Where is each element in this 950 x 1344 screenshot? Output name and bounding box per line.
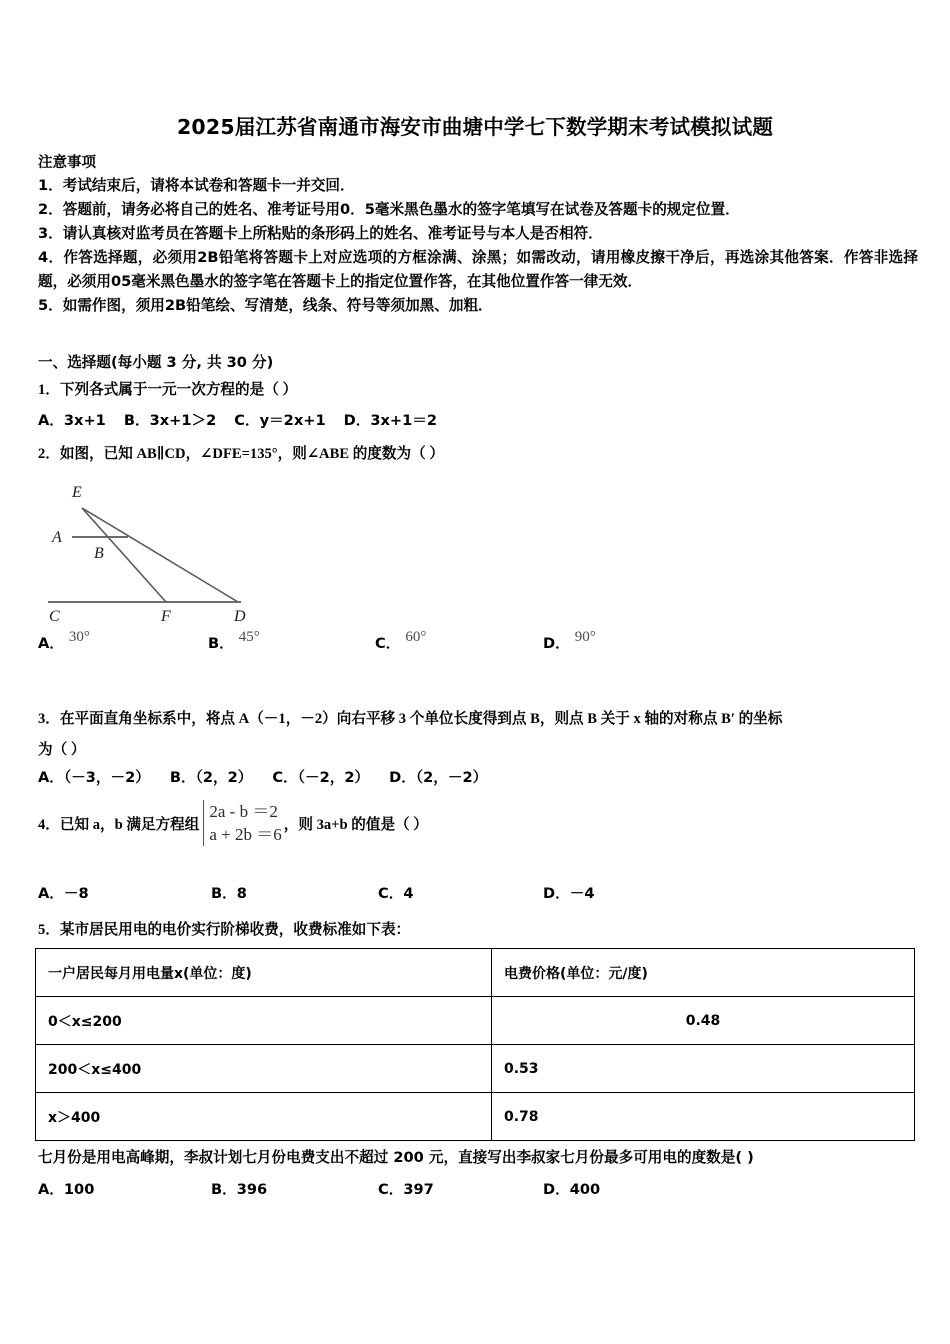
question-3-option-d[interactable]: [389, 765, 487, 790]
price-1: 0.48: [492, 997, 915, 1045]
notice-item-5: 5．如需作图，须用2B铅笔绘、写清楚，线条、符号等须加黑、加粗．: [38, 297, 493, 314]
option-text: 45°: [238, 629, 260, 645]
notice-heading: 注意事项: [38, 155, 96, 171]
usage-range-1: 0＜x≤200: [36, 997, 492, 1045]
option-label: D．: [543, 635, 570, 652]
question-3-stem-cont: 为（ ）: [38, 742, 86, 758]
notice-item-3: 3．请认真核对监考员在答题卡上所粘贴的条形码上的姓名、准考证号与本人是否相符．: [38, 225, 603, 242]
question-3-option-a[interactable]: [38, 765, 150, 790]
option-text: 30°: [68, 629, 90, 645]
question-4-stem-after: ，则 3a+b 的值是（ ）: [283, 816, 428, 833]
option-label: A．: [38, 412, 64, 429]
question-4-option-c[interactable]: [378, 882, 413, 903]
question-1-option-a[interactable]: [38, 408, 106, 433]
question-3-stem: 3．在平面直角坐标系中，将点 A（－1，－2）向右平移 3 个单位长度得到点 B，则点 B 关于 x 轴的对称点 B′ 的坐标: [38, 711, 783, 727]
question-5-options: [38, 1178, 658, 1202]
table-row: [36, 1045, 915, 1093]
option-text: （－2，2）: [297, 769, 370, 786]
option-label: D．: [543, 1181, 570, 1198]
option-label: D．: [543, 885, 570, 902]
option-text: 3x+1＝2: [370, 412, 438, 429]
question-4-option-b[interactable]: [211, 882, 247, 903]
figure-label-b: B: [94, 545, 104, 562]
notice-block: [38, 152, 918, 318]
option-text: （2，－2）: [415, 769, 488, 786]
question-5-option-c[interactable]: [378, 1178, 434, 1199]
figure-label-e: E: [72, 484, 82, 501]
table-header-row: [36, 949, 915, 997]
equation-system: [209, 800, 281, 846]
question-1-option-c[interactable]: [234, 408, 325, 433]
option-text: 60°: [405, 629, 427, 645]
segment-ed: [82, 508, 238, 602]
option-text: （2，2）: [195, 769, 253, 786]
option-text: －8: [63, 885, 89, 902]
option-label: C．: [378, 1181, 404, 1198]
question-5-stem: 5．某市居民用电的电价实行阶梯收费，收费标准如下表：: [38, 922, 411, 938]
option-label: A．: [38, 885, 64, 902]
option-text: 4: [403, 885, 414, 902]
option-text: 400: [569, 1181, 601, 1198]
question-2-option-a[interactable]: [38, 629, 90, 653]
section-heading: 一、选择题(每小题 3 分, 共 30 分): [38, 354, 274, 371]
option-text: （－3，－2）: [63, 769, 150, 786]
notice-item-2: 2．答题前，请务必将自己的姓名、准考证号用0．5毫米黑色墨水的签字笔填写在试卷及答题卡的规定位置．: [38, 201, 740, 218]
page-title: 2025届江苏省南通市海安市曲塘中学七下数学期末考试模拟试题: [176, 115, 774, 139]
option-label: B．: [211, 885, 237, 902]
question-2-figure: [38, 475, 328, 625]
usage-range-2: 200＜x≤400: [36, 1045, 492, 1093]
table-header-price: 电费价格(单位：元/度): [492, 949, 915, 997]
option-text: y＝2x+1: [259, 412, 326, 429]
usage-range-3: x＞400: [36, 1093, 492, 1141]
option-label: C．: [272, 769, 298, 786]
question-1-options: [38, 408, 455, 433]
question-5-option-d[interactable]: [543, 1178, 600, 1199]
option-label: B．: [211, 1181, 237, 1198]
question-4-option-a[interactable]: [38, 882, 89, 903]
question-3-options: [38, 765, 507, 790]
option-text: 100: [63, 1181, 95, 1198]
question-5-option-a[interactable]: [38, 1178, 94, 1199]
option-label: B．: [169, 769, 196, 786]
question-4-options: [38, 882, 638, 906]
question-3-option-b[interactable]: [170, 765, 253, 790]
question-5-tail: 七月份是用电高峰期，李叔计划七月份电费支出不超过 200 元，直接写出李叔家七月份最多可用电的度数是( ): [38, 1149, 754, 1166]
option-text: 8: [236, 885, 247, 902]
table-header-usage: 一户居民每月用电量x(单位：度): [36, 949, 492, 997]
question-1-option-d[interactable]: [344, 408, 437, 433]
option-label: B．: [123, 412, 150, 429]
table-row: [36, 997, 915, 1045]
question-2-option-d[interactable]: [543, 629, 596, 653]
option-label: A．: [38, 635, 64, 652]
question-1-option-b[interactable]: [124, 408, 216, 433]
electricity-rate-table: [35, 948, 915, 1141]
notice-item-1: 1．考试结束后，请将本试卷和答题卡一并交回．: [38, 177, 355, 194]
option-text: 396: [236, 1181, 268, 1198]
notice-item-4: 4．作答选择题，必须用2B铅笔将答题卡上对应选项的方框涂满、涂黑；如需改动，请用橡皮擦干净后，再选涂其他答案．作答非选择题，必须用05毫米黑色墨水的签字笔在答题卡上的指定位置作答，在其他位置作答一律无效．: [38, 249, 918, 290]
equation-1: 2a - b ＝2: [209, 802, 278, 821]
table-row: [36, 1093, 915, 1141]
figure-label-c: C: [49, 608, 60, 625]
option-label: D．: [389, 769, 416, 786]
question-2-option-b[interactable]: [208, 629, 260, 653]
question-2-stem: 2．如图，已知 AB∥CD，∠DFE=135°，则∠ABE 的度数为（ ）: [38, 446, 444, 462]
price-3: 0.78: [492, 1093, 915, 1141]
question-1-stem: 1．下列各式属于一元一次方程的是（ ）: [38, 382, 298, 398]
equation-system-brace: [203, 800, 281, 846]
figure-label-d: D: [234, 608, 246, 625]
question-3-option-c[interactable]: [272, 765, 369, 790]
option-text: 3x+1＞2: [149, 412, 217, 429]
question-4-stem: [38, 800, 428, 846]
option-label: C．: [375, 635, 401, 652]
option-label: B．: [208, 635, 234, 652]
price-2: 0.53: [492, 1045, 915, 1093]
option-label: C．: [378, 885, 404, 902]
figure-label-f: F: [161, 608, 171, 625]
option-label: A．: [38, 769, 64, 786]
option-text: 397: [403, 1181, 434, 1198]
question-4-option-d[interactable]: [543, 882, 594, 903]
question-5-option-b[interactable]: [211, 1178, 267, 1199]
option-label: A．: [38, 1181, 64, 1198]
question-4-stem-before: 4．已知 a，b 满足方程组: [38, 816, 200, 833]
figure-label-a: A: [52, 529, 62, 546]
option-text: 3x+1: [63, 412, 106, 429]
question-2-option-c[interactable]: [375, 629, 427, 653]
question-2-options: [38, 629, 638, 662]
option-text: 90°: [574, 629, 596, 645]
option-text: －4: [569, 885, 595, 902]
option-label: C．: [234, 412, 260, 429]
parallel-lines-triangle-figure: [38, 475, 328, 625]
option-label: D．: [343, 412, 371, 429]
equation-2: a + 2b ＝6: [209, 825, 282, 844]
brace-bar: [203, 800, 204, 846]
